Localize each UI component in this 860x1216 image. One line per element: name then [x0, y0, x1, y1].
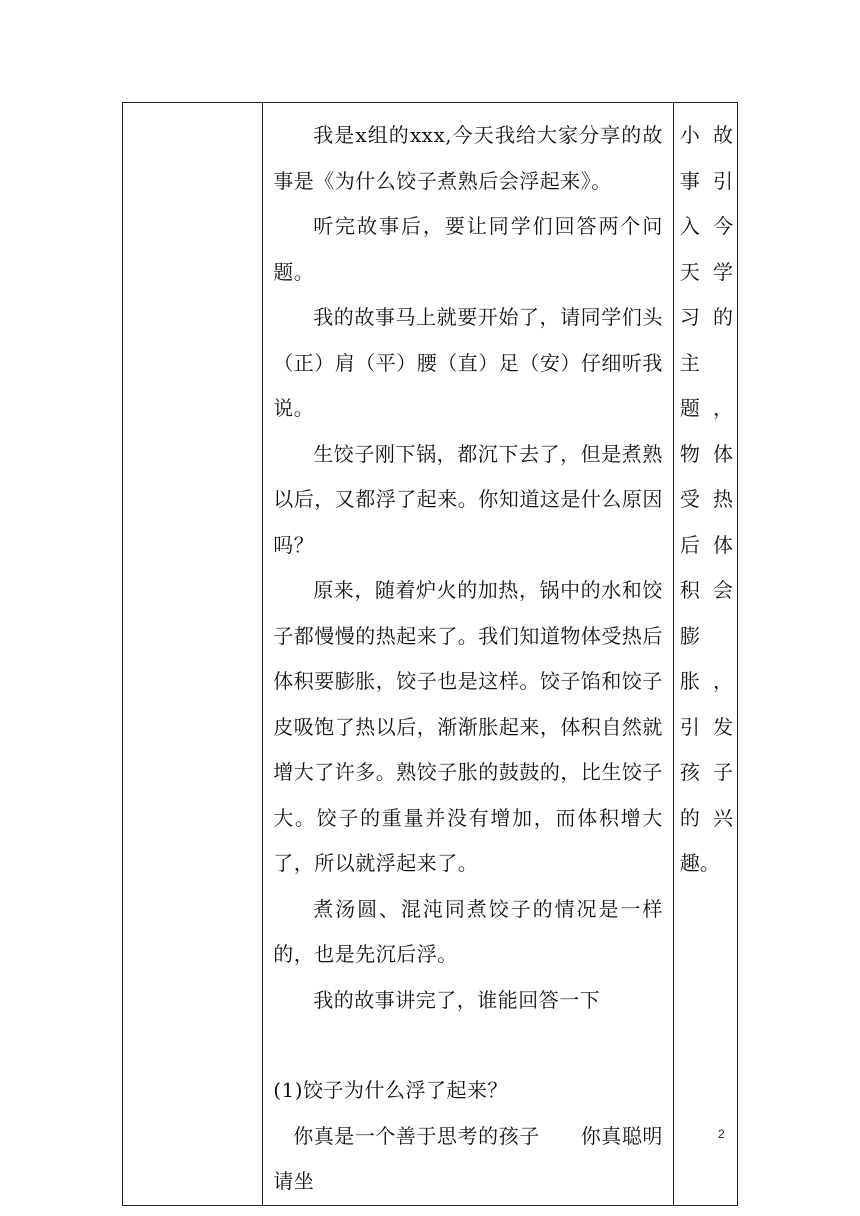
teacher-praise: 你真是一个善于思考的孩子 你真聪明请坐 — [273, 1123, 663, 1193]
purpose-char: 引 — [679, 714, 700, 739]
purpose-char: 今 — [713, 214, 733, 238]
activity-cell — [263, 103, 674, 1206]
story-question-setup: 生饺子刚下锅，都沉下去了，但是煮熟以后，又都浮了起来。你知道这是什么原因吗？ — [273, 441, 663, 557]
page-number: 2 — [718, 1127, 725, 1141]
purpose-char: 膨 — [679, 623, 700, 648]
purpose-char: 体 — [713, 441, 733, 466]
purpose-line — [680, 159, 733, 205]
purpose-line — [680, 523, 733, 569]
purpose-char: 引 — [713, 168, 733, 193]
activity-content — [263, 103, 673, 1205]
purpose-char: ， — [713, 669, 733, 693]
purpose-content — [674, 103, 737, 887]
purpose-char: 胀 — [679, 669, 700, 693]
story-extension: 煮汤圆、混沌同煮饺子的情况是一样的，也是先沉后浮。 — [273, 896, 663, 966]
purpose-char: 发 — [713, 714, 733, 739]
stage-cell — [123, 103, 263, 1206]
purpose-line — [680, 705, 733, 751]
purpose-char: 子 — [713, 760, 733, 784]
purpose-char: 热 — [713, 487, 733, 511]
purpose-char: ， — [713, 396, 733, 420]
purpose-line — [680, 568, 733, 614]
purpose-char: 趣。 — [679, 851, 720, 875]
purpose-line — [680, 295, 733, 341]
purpose-line — [680, 750, 733, 796]
purpose-char: 习 — [679, 305, 700, 329]
purpose-line — [680, 796, 733, 842]
lesson-table — [122, 102, 738, 1206]
story-ending: 我的故事讲完了，谁能回答一下 — [313, 987, 601, 1012]
lesson-row — [123, 103, 738, 1206]
purpose-cell — [673, 103, 737, 1206]
purpose-char: 小 — [679, 123, 700, 147]
purpose-line — [680, 659, 733, 705]
purpose-char: 主 — [679, 350, 700, 375]
purpose-line — [680, 614, 733, 660]
purpose-line — [680, 477, 733, 523]
purpose-char: 题 — [679, 396, 700, 420]
purpose-line — [680, 113, 733, 159]
purpose-char: 体 — [713, 532, 733, 557]
blank-line — [273, 1023, 663, 1068]
story-instruction: 听完故事后，要让同学们回答两个问题。 — [273, 214, 663, 284]
purpose-line — [680, 841, 733, 887]
purpose-line — [680, 386, 733, 432]
purpose-char: 物 — [679, 441, 700, 466]
purpose-char: 事 — [679, 168, 700, 193]
story-intro: 我是x组的xxx,今天我给大家分享的故事是《为什么饺子煮熟后会浮起来》。 — [273, 123, 663, 193]
purpose-char: 受 — [679, 487, 700, 511]
purpose-char: 积 — [679, 578, 700, 602]
purpose-line — [680, 341, 733, 387]
purpose-line — [680, 204, 733, 250]
purpose-char: 孩 — [679, 760, 700, 784]
story-posture: 我的故事马上就要开始了，请同学们头（正）肩（平）腰（直）足（安）仔细听我说。 — [273, 305, 663, 420]
purpose-char: 的 — [713, 305, 733, 329]
purpose-char: 故 — [713, 123, 733, 147]
purpose-line — [680, 432, 733, 478]
purpose-char: 的 — [679, 805, 700, 830]
purpose-char: 会 — [713, 578, 733, 602]
purpose-char: 天 — [679, 259, 700, 284]
purpose-char: 学 — [713, 259, 733, 284]
purpose-line — [680, 250, 733, 296]
purpose-char: 后 — [679, 532, 700, 557]
purpose-char: 兴 — [713, 805, 733, 830]
discussion-question: (1)饺子为什么浮了起来？ — [273, 1078, 509, 1102]
purpose-char: 入 — [679, 214, 700, 238]
story-explanation: 原来，随着炉火的加热，锅中的水和饺子都慢慢的热起来了。我们知道物体受热后体积要膨胀，饺子也是这样。饺子馅和饺子皮吸饱了热以后，渐渐胀起来，体积自然就增大了许多。熟饺子胀的鼓鼓的，比生饺子大。饺子的重量并没有增加，而体积增大了，所以就浮起来了。 — [273, 578, 663, 875]
